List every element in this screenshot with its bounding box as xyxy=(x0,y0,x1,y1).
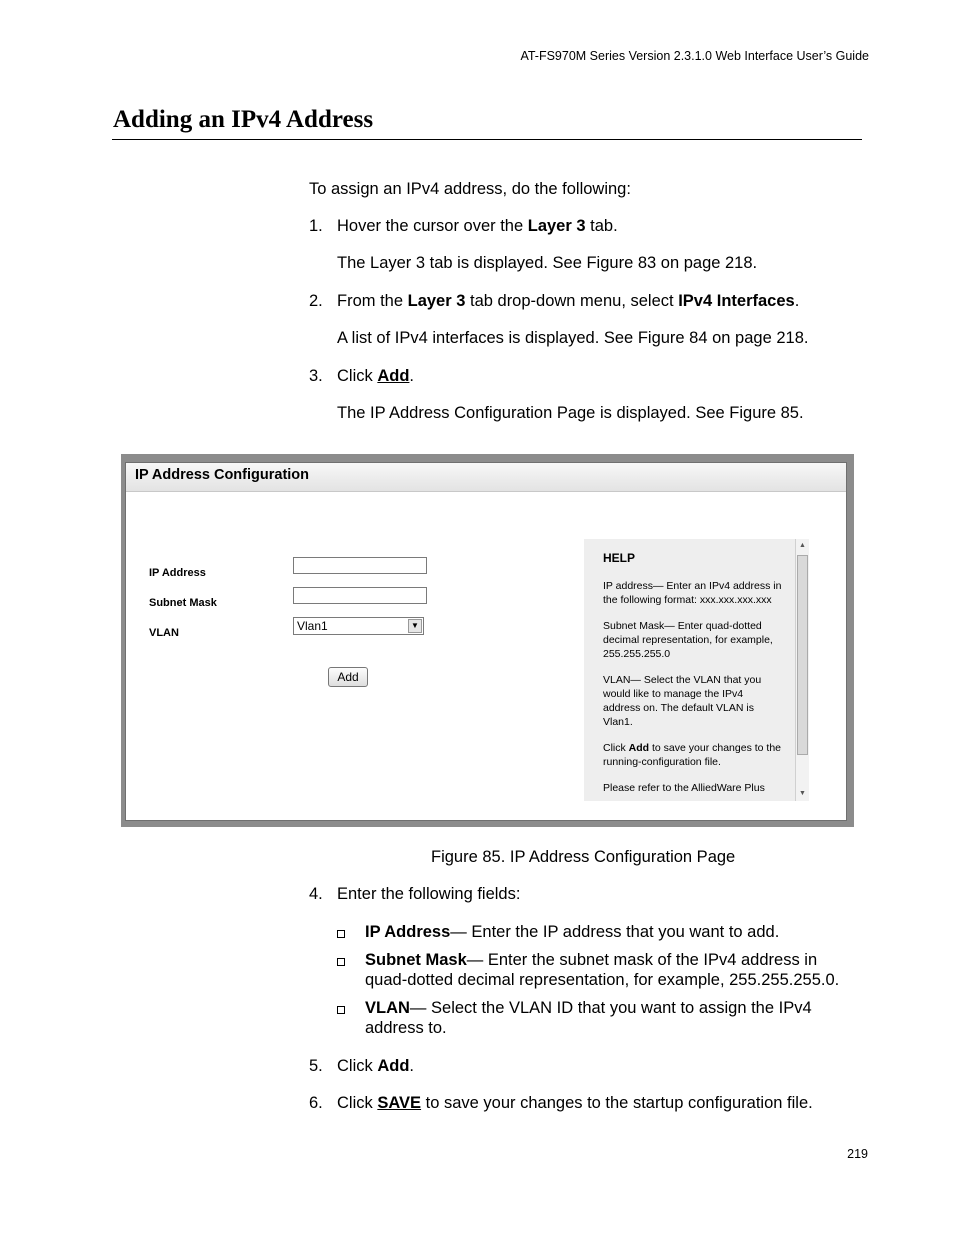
vlan-label: VLAN xyxy=(149,627,179,639)
step-number: 6. xyxy=(309,1094,323,1112)
title-rule xyxy=(112,139,862,140)
vlan-select[interactable] xyxy=(293,617,424,635)
checkbox-bullet-icon xyxy=(336,953,348,965)
ip-address-input[interactable] xyxy=(293,557,427,574)
step-2-result: A list of IPv4 interfaces is displayed. See Figure 84 on page 218. xyxy=(337,329,809,347)
field-ip-address: IP Address— Enter the IP address that you want to add. xyxy=(365,923,780,941)
step-3-result: The IP Address Configuration Page is displayed. See Figure 85. xyxy=(337,404,804,422)
help-ip-address: IP address— Enter an IPv4 address in the following format: xxx.xxx.xxx.xxx xyxy=(603,580,782,606)
ip-address-label: IP Address xyxy=(149,567,206,579)
help-add: Click Add to save your changes to the running-configuration file. xyxy=(603,742,782,768)
step-number: 1. xyxy=(309,217,323,235)
help-panel xyxy=(584,539,809,801)
step-4-text: Enter the following fields: xyxy=(337,885,521,903)
field-vlan-cont: address to. xyxy=(365,1019,447,1037)
help-subnet-mask: Subnet Mask— Enter quad-dotted decimal representation, for example, 255.255.255.0 xyxy=(603,620,773,660)
checkbox-bullet-icon xyxy=(336,1001,348,1013)
figure-screenshot xyxy=(121,454,854,827)
help-title: HELP xyxy=(603,551,636,565)
field-vlan: VLAN— Select the VLAN ID that you want to assign the IPv4 xyxy=(365,999,812,1017)
step-2-text: From the Layer 3 tab drop-down menu, select IPv4 Interfaces. xyxy=(337,292,800,310)
subnet-mask-label: Subnet Mask xyxy=(149,597,217,609)
panel-title: IP Address Configuration xyxy=(126,463,846,492)
step-6-text: Click SAVE to save your changes to the startup configuration file. xyxy=(337,1094,813,1112)
scroll-thumb[interactable] xyxy=(797,555,808,755)
step-1-text: Hover the cursor over the Layer 3 tab. xyxy=(337,217,618,235)
field-subnet-mask-cont: quad-dotted decimal representation, for example, 255.255.255.0. xyxy=(365,971,840,989)
vlan-selected-value: Vlan1 xyxy=(297,619,328,633)
step-number: 4. xyxy=(309,885,323,903)
scroll-down-icon[interactable]: ▼ xyxy=(799,790,806,797)
step-number: 3. xyxy=(309,367,323,385)
step-number: 5. xyxy=(309,1057,323,1075)
step-1-result: The Layer 3 tab is displayed. See Figure 83 on page 218. xyxy=(337,254,758,272)
intro-text: To assign an IPv4 address, do the following: xyxy=(309,180,631,198)
chevron-down-icon[interactable]: ▼ xyxy=(408,619,422,633)
config-panel xyxy=(125,462,847,821)
figure-caption: Figure 85. IP Address Configuration Page xyxy=(431,848,736,866)
section-title: Adding an IPv4 Address xyxy=(113,106,374,133)
add-button[interactable]: Add xyxy=(328,667,368,687)
help-scrollbar[interactable] xyxy=(795,539,809,801)
document-header: AT-FS970M Series Version 2.3.1.0 Web Interface User’s Guide xyxy=(520,49,869,63)
page-number: 219 xyxy=(847,1147,868,1161)
field-subnet-mask: Subnet Mask— Enter the subnet mask of the IPv4 address in xyxy=(365,951,818,969)
scroll-up-icon[interactable]: ▲ xyxy=(799,542,806,549)
checkbox-bullet-icon xyxy=(336,925,348,937)
step-5-text: Click Add. xyxy=(337,1057,415,1075)
step-3-text: Click Add. xyxy=(337,367,415,385)
step-number: 2. xyxy=(309,292,323,310)
help-vlan: VLAN— Select the VLAN that you would like to manage the IPv4 address on. The default VLAN is Vlan1. xyxy=(603,674,762,728)
help-refer: Please refer to the AlliedWare Plus xyxy=(603,782,765,794)
subnet-mask-input[interactable] xyxy=(293,587,427,604)
